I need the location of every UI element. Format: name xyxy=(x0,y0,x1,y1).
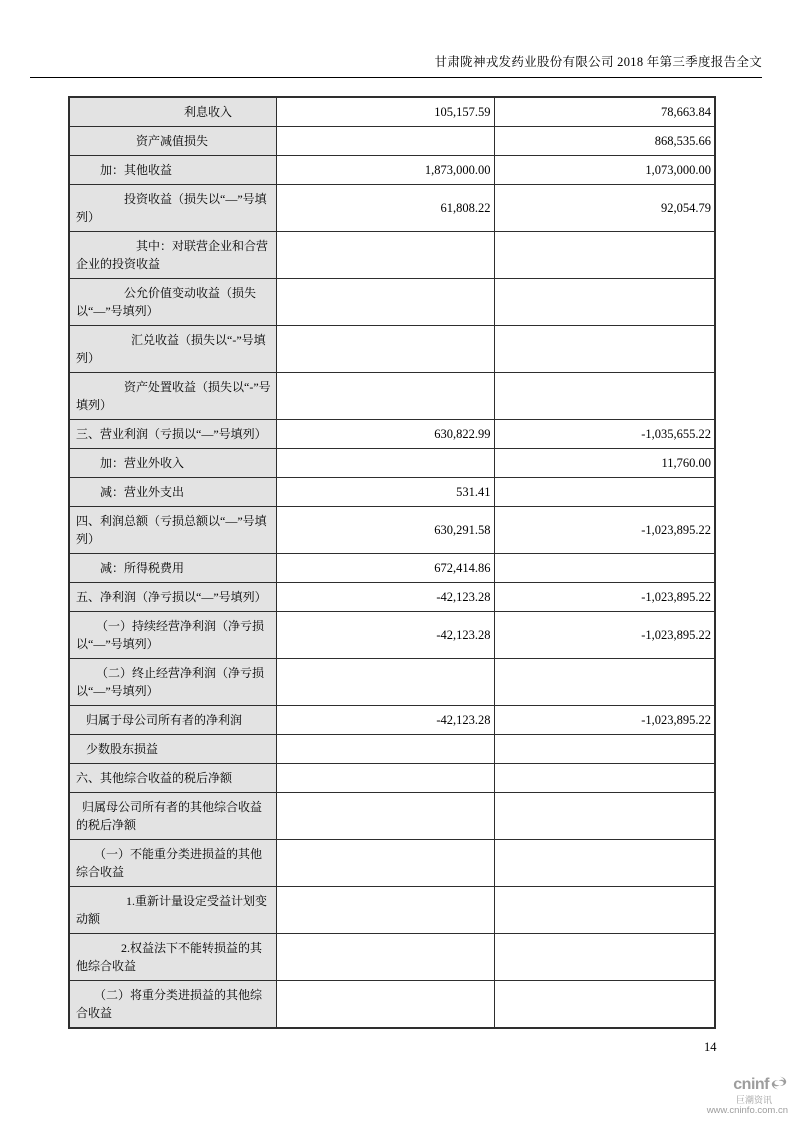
row-value-prior-period xyxy=(494,659,715,706)
row-label: 资产减值损失 xyxy=(69,127,276,156)
table-row xyxy=(69,373,715,420)
table-row xyxy=(69,326,715,373)
row-label: 加：营业外收入 xyxy=(69,449,276,478)
cninfo-logo-url: www.cninfo.com.cn xyxy=(706,1105,788,1116)
row-value-prior-period xyxy=(494,793,715,840)
cninfo-logo-caption: 巨潮资讯 xyxy=(735,1095,772,1105)
row-value-current-period: 531.41 xyxy=(276,478,494,507)
row-value-current-period xyxy=(276,279,494,326)
row-label: 少数股东损益 xyxy=(69,735,276,764)
row-value-prior-period: 1,073,000.00 xyxy=(494,156,715,185)
row-value-prior-period xyxy=(494,840,715,887)
row-label: 三、营业利润（亏损以“—”号填列） xyxy=(69,420,276,449)
table-row xyxy=(69,185,715,232)
row-label: （二）将重分类进损益的其他综合收益 xyxy=(69,981,276,1029)
row-value-current-period: -42,123.28 xyxy=(276,612,494,659)
row-value-current-period: -42,123.28 xyxy=(276,706,494,735)
income-statement-table xyxy=(68,96,716,1029)
table-row xyxy=(69,583,715,612)
report-title: 甘肃陇神戎发药业股份有限公司 2018 年第三季度报告全文 xyxy=(434,55,762,69)
row-label: （一）不能重分类进损益的其他综合收益 xyxy=(69,840,276,887)
row-label: 资产处置收益（损失以“-”号填列） xyxy=(69,373,276,420)
row-value-prior-period xyxy=(494,981,715,1029)
row-label: 1.重新计量设定受益计划变动额 xyxy=(69,887,276,934)
table-row xyxy=(69,659,715,706)
cninfo-logo xyxy=(692,1074,788,1117)
row-value-current-period xyxy=(276,934,494,981)
row-label: 减：所得税费用 xyxy=(69,554,276,583)
row-value-prior-period: -1,023,895.22 xyxy=(494,612,715,659)
row-value-current-period xyxy=(276,793,494,840)
row-value-current-period xyxy=(276,449,494,478)
table-row xyxy=(69,97,715,127)
row-value-current-period: 105,157.59 xyxy=(276,97,494,127)
row-value-current-period xyxy=(276,659,494,706)
row-value-prior-period: 868,535.66 xyxy=(494,127,715,156)
row-value-prior-period xyxy=(494,764,715,793)
table-row xyxy=(69,156,715,185)
table-row xyxy=(69,232,715,279)
table-row xyxy=(69,554,715,583)
row-label: 归属母公司所有者的其他综合收益的税后净额 xyxy=(69,793,276,840)
row-value-prior-period: -1,023,895.22 xyxy=(494,583,715,612)
row-value-current-period: 630,291.58 xyxy=(276,507,494,554)
row-value-prior-period: 78,663.84 xyxy=(494,97,715,127)
table-row xyxy=(69,764,715,793)
row-label: 归属于母公司所有者的净利润 xyxy=(69,706,276,735)
row-value-prior-period xyxy=(494,887,715,934)
table-row xyxy=(69,934,715,981)
cninfo-swirl-icon xyxy=(770,1074,788,1096)
row-label: 2.权益法下不能转损益的其他综合收益 xyxy=(69,934,276,981)
row-value-prior-period xyxy=(494,934,715,981)
row-value-prior-period xyxy=(494,373,715,420)
row-label: 四、利润总额（亏损总额以“—”号填列） xyxy=(69,507,276,554)
table-row xyxy=(69,735,715,764)
row-value-prior-period xyxy=(494,735,715,764)
row-value-current-period xyxy=(276,735,494,764)
row-value-prior-period xyxy=(494,326,715,373)
row-value-current-period xyxy=(276,840,494,887)
row-value-current-period xyxy=(276,127,494,156)
row-value-prior-period: -1,035,655.22 xyxy=(494,420,715,449)
cninfo-logo-row xyxy=(692,1074,788,1096)
row-value-current-period xyxy=(276,232,494,279)
row-label: （一）持续经营净利润（净亏损以“—”号填列） xyxy=(69,612,276,659)
page-number: 14 xyxy=(704,1040,717,1054)
row-value-prior-period xyxy=(494,279,715,326)
table-row xyxy=(69,478,715,507)
row-label: 六、其他综合收益的税后净额 xyxy=(69,764,276,793)
row-value-current-period: 672,414.86 xyxy=(276,554,494,583)
row-value-current-period xyxy=(276,326,494,373)
row-label: 汇兑收益（损失以“-”号填列） xyxy=(69,326,276,373)
table-row xyxy=(69,449,715,478)
row-label: 投资收益（损失以“—”号填列） xyxy=(69,185,276,232)
row-value-current-period xyxy=(276,373,494,420)
table-row xyxy=(69,793,715,840)
row-value-current-period: -42,123.28 xyxy=(276,583,494,612)
table-row xyxy=(69,420,715,449)
table-row xyxy=(69,507,715,554)
table-row xyxy=(69,981,715,1029)
row-value-prior-period: 11,760.00 xyxy=(494,449,715,478)
row-label: 减：营业外支出 xyxy=(69,478,276,507)
row-value-prior-period xyxy=(494,232,715,279)
row-value-current-period: 1,873,000.00 xyxy=(276,156,494,185)
row-value-current-period xyxy=(276,764,494,793)
table-row xyxy=(69,127,715,156)
table-row xyxy=(69,706,715,735)
row-value-current-period xyxy=(276,981,494,1029)
row-label: 五、净利润（净亏损以“—”号填列） xyxy=(69,583,276,612)
table-row xyxy=(69,840,715,887)
row-value-prior-period: -1,023,895.22 xyxy=(494,507,715,554)
table-row xyxy=(69,887,715,934)
cninfo-logo-text: cninf xyxy=(733,1076,769,1093)
table-row xyxy=(69,279,715,326)
row-value-prior-period xyxy=(494,478,715,507)
page-header xyxy=(30,0,762,78)
row-label: 其中：对联营企业和合营企业的投资收益 xyxy=(69,232,276,279)
row-value-current-period: 61,808.22 xyxy=(276,185,494,232)
row-value-prior-period xyxy=(494,554,715,583)
row-label: 利息收入 xyxy=(69,97,276,127)
row-value-current-period: 630,822.99 xyxy=(276,420,494,449)
row-value-prior-period: -1,023,895.22 xyxy=(494,706,715,735)
row-label: 加：其他收益 xyxy=(69,156,276,185)
row-value-current-period xyxy=(276,887,494,934)
row-label: 公允价值变动收益（损失以“—”号填列） xyxy=(69,279,276,326)
table-row xyxy=(69,612,715,659)
row-value-prior-period: 92,054.79 xyxy=(494,185,715,232)
row-label: （二）终止经营净利润（净亏损以“—”号填列） xyxy=(69,659,276,706)
